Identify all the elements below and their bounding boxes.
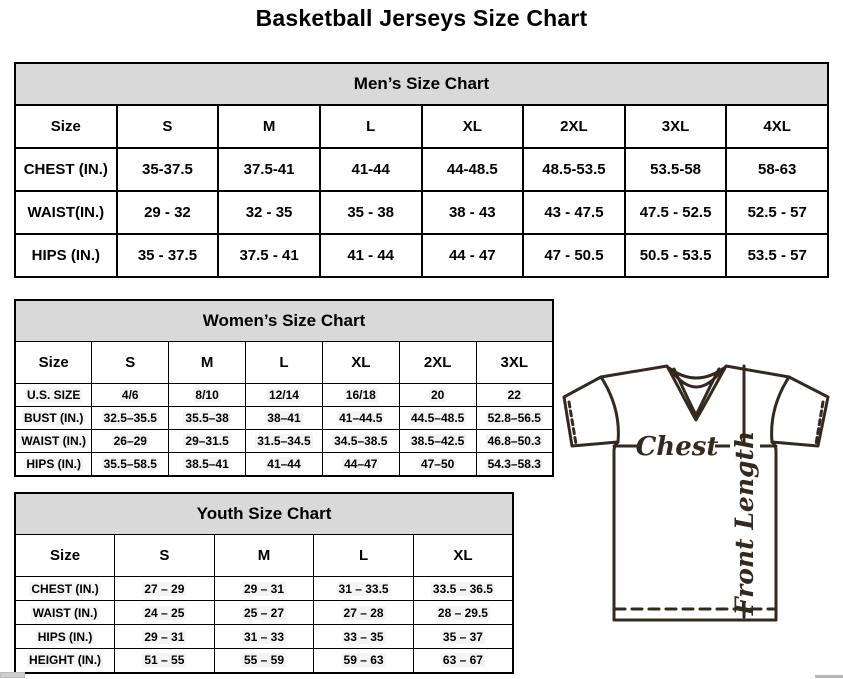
mens-data-row-1 bbox=[15, 191, 828, 234]
youth-value-cell bbox=[214, 625, 314, 649]
mens-value: 44-48.5 bbox=[446, 161, 498, 178]
mens-row-label-cell bbox=[15, 191, 117, 234]
jersey-diagram-svg bbox=[557, 358, 843, 664]
womens-data-row-2 bbox=[15, 430, 553, 453]
mens-value-cell bbox=[625, 234, 727, 277]
womens-value: 41–44 bbox=[267, 456, 301, 471]
front-length-label-group bbox=[730, 431, 760, 616]
womens-value: 46.8–50.3 bbox=[487, 434, 541, 448]
womens-size-table bbox=[14, 299, 554, 477]
youth-value: 31 – 33 bbox=[243, 629, 284, 644]
youth-value: 55 – 59 bbox=[243, 653, 284, 668]
womens-value: 4/6 bbox=[121, 388, 139, 402]
mens-value: 35-37.5 bbox=[142, 161, 193, 178]
womens-row-label: U.S. SIZE bbox=[27, 388, 81, 402]
youth-value-cell bbox=[115, 625, 215, 649]
womens-value: 38–41 bbox=[267, 411, 301, 425]
youth-value-cell bbox=[314, 649, 414, 673]
womens-row-label-cell bbox=[15, 407, 92, 430]
youth-value: 33 – 35 bbox=[343, 629, 384, 644]
mens-row-label-cell bbox=[15, 148, 117, 191]
youth-value-cell bbox=[214, 649, 314, 673]
youth-col-header-1: S bbox=[115, 535, 215, 577]
youth-value-cell bbox=[214, 601, 314, 625]
youth-row-label-cell bbox=[15, 649, 115, 673]
mens-row-label-cell bbox=[15, 234, 117, 277]
youth-value: 29 – 31 bbox=[243, 581, 284, 596]
womens-value: 38.5–42.5 bbox=[410, 434, 465, 448]
womens-value: 44–47 bbox=[344, 456, 378, 471]
womens-value: 35.5–38 bbox=[185, 411, 229, 425]
mens-value-cell bbox=[117, 191, 219, 234]
womens-title-row bbox=[15, 300, 553, 342]
mens-value: 58-63 bbox=[758, 161, 797, 178]
womens-value-cell bbox=[399, 453, 476, 476]
jersey-measurement-diagram bbox=[557, 358, 843, 664]
mens-value-cell bbox=[218, 234, 320, 277]
mens-value: 32 - 35 bbox=[245, 204, 293, 221]
womens-value-cell bbox=[246, 430, 323, 453]
youth-size-table bbox=[14, 492, 514, 674]
mens-value: 43 - 47.5 bbox=[544, 204, 604, 221]
mens-value-cell bbox=[117, 234, 219, 277]
mens-value: 48.5-53.5 bbox=[542, 161, 606, 178]
womens-value: 38.5–41 bbox=[185, 456, 229, 471]
womens-value: 47–50 bbox=[420, 456, 455, 471]
youth-col-header-2: M bbox=[214, 535, 314, 577]
youth-value: 27 – 28 bbox=[343, 605, 384, 620]
mens-value-cell bbox=[726, 148, 828, 191]
mens-table-title: Men’s Size Chart bbox=[15, 63, 828, 105]
mens-value-cell bbox=[625, 191, 727, 234]
youth-row-label-cell bbox=[15, 601, 115, 625]
mens-value-cell bbox=[422, 148, 524, 191]
mens-value-cell bbox=[320, 148, 422, 191]
youth-value-cell bbox=[314, 577, 414, 601]
womens-value-cell bbox=[92, 453, 169, 476]
mens-value: 41 - 44 bbox=[347, 247, 395, 264]
youth-row-label-cell bbox=[15, 577, 115, 601]
womens-value: 44.5–48.5 bbox=[410, 411, 465, 425]
womens-value: 29–31.5 bbox=[185, 434, 229, 448]
womens-value-cell bbox=[246, 453, 323, 476]
youth-value: 25 – 27 bbox=[243, 605, 284, 620]
youth-value-cell bbox=[214, 577, 314, 601]
mens-value: 37.5-41 bbox=[243, 161, 295, 178]
mens-title-row bbox=[15, 63, 828, 105]
youth-value-cell bbox=[115, 601, 215, 625]
mens-col-header-5: 2XL bbox=[523, 105, 625, 148]
mens-value: 29 - 32 bbox=[144, 204, 191, 221]
mens-value-cell bbox=[218, 191, 320, 234]
mens-col-header-3: L bbox=[320, 105, 422, 148]
mens-value-cell bbox=[625, 148, 727, 191]
mens-value: 47 - 50.5 bbox=[544, 247, 604, 264]
youth-row-label: HIPS (IN.) bbox=[37, 629, 93, 644]
mens-data-row-2 bbox=[15, 234, 828, 277]
mens-value: 52.5 - 57 bbox=[747, 204, 807, 221]
mens-col-header-2: M bbox=[218, 105, 320, 148]
womens-row-label: WAIST (IN.) bbox=[21, 434, 86, 448]
womens-value-cell bbox=[169, 430, 246, 453]
womens-value: 26–29 bbox=[113, 434, 147, 448]
youth-row-label: WAIST (IN.) bbox=[32, 605, 98, 620]
womens-row-label-cell bbox=[15, 430, 92, 453]
youth-col-header-0: Size bbox=[15, 535, 115, 577]
mens-value-cell bbox=[726, 234, 828, 277]
womens-value-cell bbox=[169, 407, 246, 430]
womens-value: 32.5–35.5 bbox=[103, 411, 157, 425]
youth-value: 28 – 29.5 bbox=[437, 605, 488, 620]
mens-value: 47.5 - 52.5 bbox=[639, 204, 712, 221]
youth-row-label-cell bbox=[15, 625, 115, 649]
youth-value-cell bbox=[413, 577, 513, 601]
womens-value: 35.5–58.5 bbox=[103, 456, 157, 471]
mens-value-cell bbox=[726, 191, 828, 234]
youth-column-header-row bbox=[15, 535, 513, 577]
mens-col-header-6: 3XL bbox=[625, 105, 727, 148]
mens-value: 53.5 - 57 bbox=[747, 247, 807, 264]
youth-value-cell bbox=[413, 625, 513, 649]
womens-value: 22 bbox=[507, 388, 521, 402]
womens-col-header-5: 2XL bbox=[399, 342, 476, 384]
youth-title-row bbox=[15, 493, 513, 535]
womens-row-label-cell bbox=[15, 453, 92, 476]
youth-data-row-0 bbox=[15, 577, 513, 601]
womens-col-header-0: Size bbox=[15, 342, 92, 384]
jersey-outline bbox=[564, 366, 828, 620]
womens-col-header-6: 3XL bbox=[476, 342, 553, 384]
mens-value-cell bbox=[117, 148, 219, 191]
mens-col-header-7: 4XL bbox=[726, 105, 828, 148]
womens-value-cell bbox=[246, 407, 323, 430]
youth-value: 31 – 33.5 bbox=[338, 581, 389, 596]
mens-value: 41-44 bbox=[351, 161, 390, 178]
womens-data-row-0 bbox=[15, 384, 553, 407]
youth-value: 59 – 63 bbox=[343, 653, 384, 668]
mens-value-cell bbox=[523, 234, 625, 277]
mens-value: 35 - 38 bbox=[347, 204, 395, 221]
womens-value-cell bbox=[246, 384, 323, 407]
youth-value: 35 – 37 bbox=[442, 629, 483, 644]
chest-label: Chest bbox=[635, 432, 719, 462]
womens-row-label: HIPS (IN.) bbox=[26, 456, 81, 471]
youth-value: 24 – 25 bbox=[144, 605, 185, 620]
womens-value-cell bbox=[399, 384, 476, 407]
womens-value: 31.5–34.5 bbox=[257, 434, 311, 448]
womens-col-header-1: S bbox=[92, 342, 169, 384]
mens-value-cell bbox=[523, 148, 625, 191]
youth-value: 63 – 67 bbox=[442, 653, 483, 668]
mens-size-table bbox=[14, 62, 829, 278]
mens-value: 38 - 43 bbox=[448, 204, 496, 221]
youth-data-row-2 bbox=[15, 625, 513, 649]
womens-value-cell bbox=[92, 430, 169, 453]
womens-value: 41–44.5 bbox=[339, 411, 383, 425]
youth-value-cell bbox=[413, 601, 513, 625]
youth-value-cell bbox=[314, 601, 414, 625]
mens-value-cell bbox=[422, 234, 524, 277]
womens-column-header-row bbox=[15, 342, 553, 384]
womens-value-cell bbox=[476, 384, 553, 407]
womens-col-header-2: M bbox=[169, 342, 246, 384]
youth-value: 51 – 55 bbox=[144, 653, 185, 668]
womens-value-cell bbox=[322, 453, 399, 476]
womens-value-cell bbox=[322, 384, 399, 407]
womens-value: 54.3–58.3 bbox=[487, 456, 541, 471]
womens-value: 16/18 bbox=[345, 388, 376, 402]
horizontal-scrollbar-thumb[interactable] bbox=[0, 672, 25, 678]
youth-value-cell bbox=[115, 577, 215, 601]
youth-value-cell bbox=[314, 625, 414, 649]
womens-value-cell bbox=[476, 430, 553, 453]
scrollbar-fragment-right[interactable] bbox=[815, 675, 843, 678]
mens-row-label: CHEST (IN.) bbox=[23, 161, 108, 178]
youth-value: 29 – 31 bbox=[144, 629, 185, 644]
womens-value-cell bbox=[322, 407, 399, 430]
womens-data-row-3 bbox=[15, 453, 553, 476]
mens-data-row-0 bbox=[15, 148, 828, 191]
womens-row-label-cell bbox=[15, 384, 92, 407]
womens-value-cell bbox=[476, 407, 553, 430]
youth-value: 27 – 29 bbox=[144, 581, 185, 596]
womens-data-row-1 bbox=[15, 407, 553, 430]
womens-value-cell bbox=[169, 384, 246, 407]
mens-value-cell bbox=[320, 234, 422, 277]
womens-value: 12/14 bbox=[268, 388, 299, 402]
womens-col-header-3: L bbox=[246, 342, 323, 384]
mens-col-header-0: Size bbox=[15, 105, 117, 148]
mens-value: 37.5 - 41 bbox=[239, 247, 299, 264]
mens-value: 53.5-58 bbox=[650, 161, 701, 178]
youth-data-row-3 bbox=[15, 649, 513, 673]
mens-column-header-row bbox=[15, 105, 828, 148]
mens-value-cell bbox=[523, 191, 625, 234]
womens-value-cell bbox=[399, 430, 476, 453]
womens-value-cell bbox=[169, 453, 246, 476]
mens-row-label: HIPS (IN.) bbox=[31, 247, 100, 264]
womens-row-label: BUST (IN.) bbox=[24, 411, 84, 425]
mens-value-cell bbox=[218, 148, 320, 191]
mens-value-cell bbox=[320, 191, 422, 234]
youth-value-cell bbox=[413, 649, 513, 673]
womens-value: 52.8–56.5 bbox=[487, 411, 541, 425]
womens-value-cell bbox=[92, 384, 169, 407]
womens-value-cell bbox=[322, 430, 399, 453]
youth-col-header-4: XL bbox=[413, 535, 513, 577]
mens-col-header-1: S bbox=[117, 105, 219, 148]
youth-row-label: CHEST (IN.) bbox=[31, 581, 99, 596]
womens-value-cell bbox=[476, 453, 553, 476]
mens-col-header-4: XL bbox=[422, 105, 524, 148]
youth-value: 33.5 – 36.5 bbox=[432, 581, 493, 596]
youth-table-title: Youth Size Chart bbox=[15, 493, 513, 535]
youth-col-header-3: L bbox=[314, 535, 414, 577]
page-title: Basketball Jerseys Size Chart bbox=[255, 5, 588, 31]
mens-value: 35 - 37.5 bbox=[137, 247, 198, 264]
womens-value-cell bbox=[399, 407, 476, 430]
front-length-label: Front Length bbox=[730, 430, 759, 616]
youth-row-label: HEIGHT (IN.) bbox=[29, 653, 102, 668]
womens-col-header-4: XL bbox=[322, 342, 399, 384]
womens-value: 20 bbox=[430, 388, 445, 402]
mens-value: 44 - 47 bbox=[448, 247, 496, 264]
mens-value-cell bbox=[422, 191, 524, 234]
womens-value: 34.5–38.5 bbox=[334, 434, 388, 448]
youth-data-row-1 bbox=[15, 601, 513, 625]
youth-value-cell bbox=[115, 649, 215, 673]
mens-row-label: WAIST(IN.) bbox=[27, 204, 105, 221]
mens-value: 50.5 - 53.5 bbox=[639, 247, 712, 264]
womens-value-cell bbox=[92, 407, 169, 430]
womens-table-title: Women’s Size Chart bbox=[15, 300, 553, 342]
womens-value: 8/10 bbox=[195, 388, 219, 402]
